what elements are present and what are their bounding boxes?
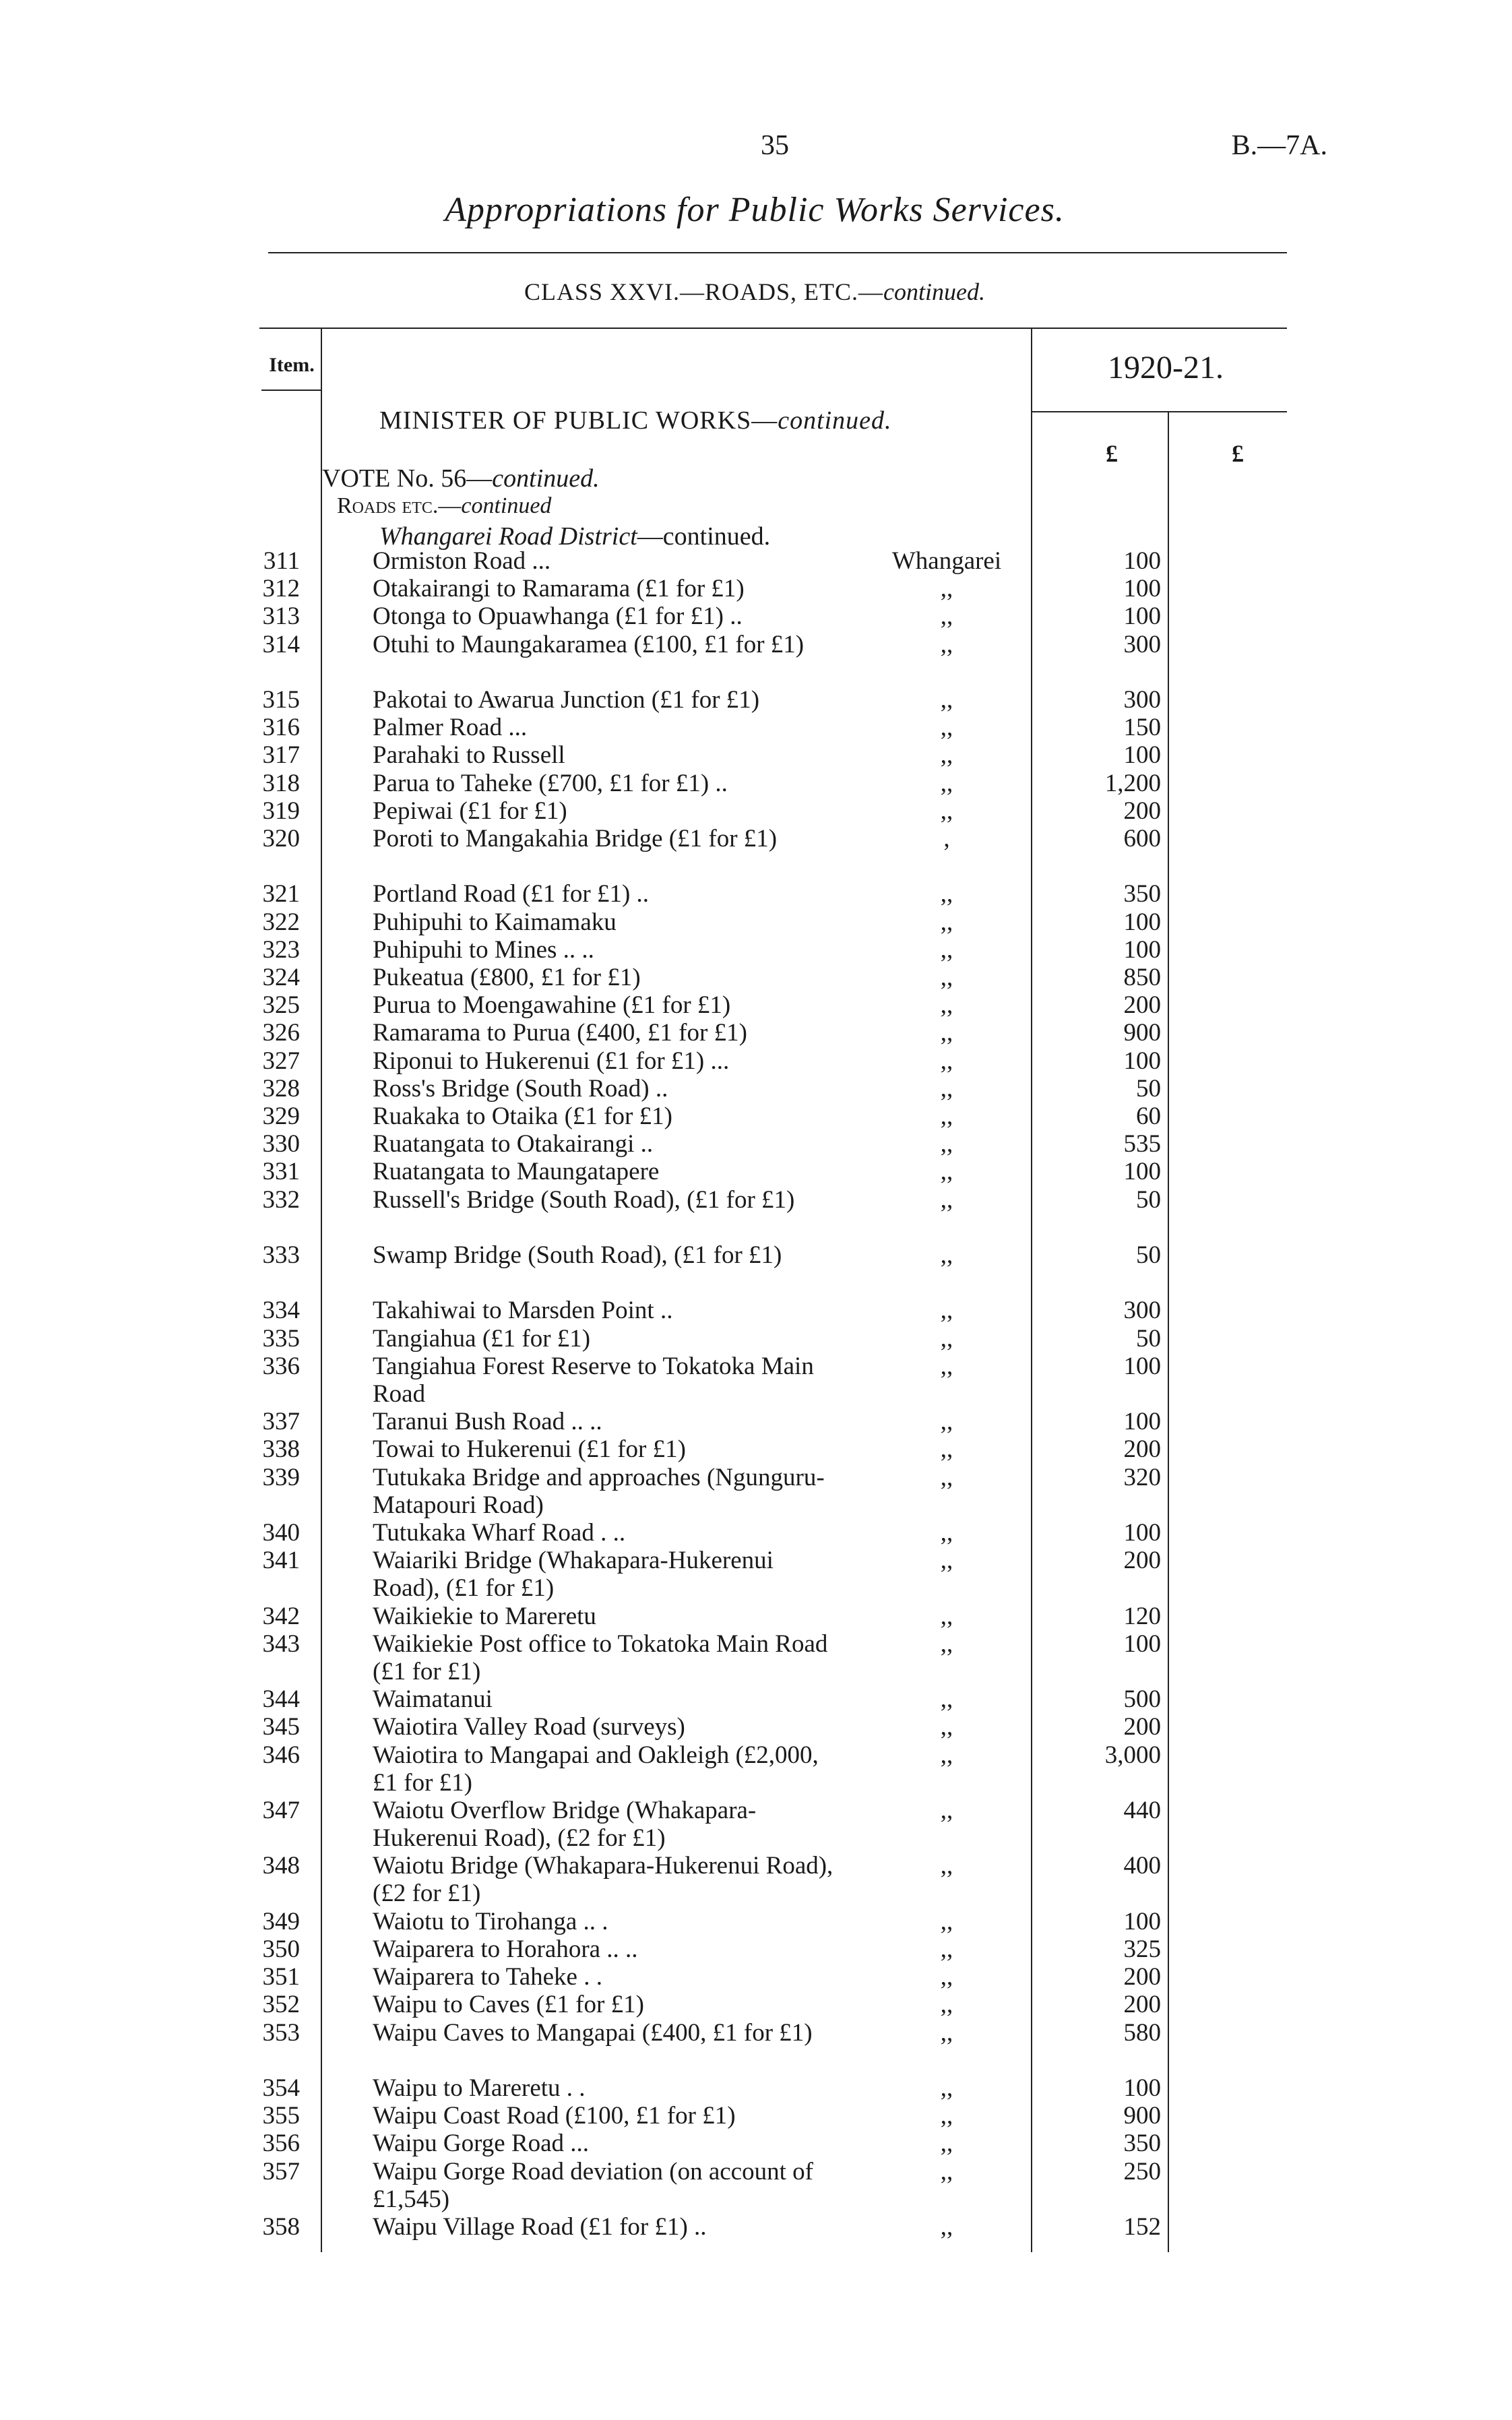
roads-heading-text: Roads etc.— xyxy=(337,493,462,518)
item-description: Tutukaka Wharf Road . .. xyxy=(373,1519,626,1547)
item-number: 324 xyxy=(262,964,300,991)
item-number: 311 xyxy=(263,547,300,575)
item-description: Puhipuhi to Kaimamaku xyxy=(373,908,617,936)
item-amount: 900 xyxy=(1123,1019,1161,1047)
item-amount: 120 xyxy=(1123,1602,1161,1630)
item-amount: 1,200 xyxy=(1104,769,1161,797)
item-amount: 3,000 xyxy=(1104,1741,1161,1769)
item-amount: 150 xyxy=(1123,714,1161,742)
vote-heading xyxy=(322,464,600,493)
item-district: ,, xyxy=(940,1297,953,1325)
item-amount: 535 xyxy=(1123,1130,1161,1158)
class-heading xyxy=(270,278,1240,306)
item-description: Waipu Caves to Mangapai (£400, £1 for £1) xyxy=(373,2018,813,2047)
item-district: ,, xyxy=(940,2130,953,2158)
item-amount: 200 xyxy=(1123,797,1161,825)
item-description: Waiotira Valley Road (surveys) xyxy=(373,1713,685,1741)
item-amount: 350 xyxy=(1123,2130,1161,2158)
item-number: 350 xyxy=(262,1935,300,1963)
item-district: ,, xyxy=(940,1602,953,1630)
item-amount: 100 xyxy=(1123,1352,1161,1380)
item-number: 348 xyxy=(262,1852,300,1880)
item-district: ,, xyxy=(940,1158,953,1186)
item-number: 327 xyxy=(262,1047,300,1075)
item-amount: 50 xyxy=(1136,1185,1161,1214)
item-district: ,, xyxy=(940,1713,953,1741)
item-amount: 100 xyxy=(1123,575,1161,603)
item-column-rule xyxy=(321,328,322,2252)
item-number: 358 xyxy=(262,2213,300,2241)
item-district: ,, xyxy=(940,964,953,991)
item-number: 339 xyxy=(262,1463,300,1491)
item-number: 341 xyxy=(262,1547,300,1575)
item-description: Waipu Gorge Road ... xyxy=(373,2130,590,2158)
page-title: Appropriations for Public Works Services. xyxy=(445,191,1065,229)
item-number: 335 xyxy=(262,1324,300,1353)
item-district: ,, xyxy=(940,880,953,908)
item-amount: 300 xyxy=(1123,1297,1161,1325)
item-amount: 100 xyxy=(1123,935,1161,964)
item-district: ,, xyxy=(940,1241,953,1269)
page-number: 35 xyxy=(761,130,789,161)
item-amount: 200 xyxy=(1123,1547,1161,1575)
item-district: ,, xyxy=(940,1741,953,1769)
item-description: Ramarama to Purua (£400, £1 for £1) xyxy=(373,1019,747,1047)
item-description: Poroti to Mangakahia Bridge (£1 for £1) xyxy=(373,825,778,852)
class-heading-text: CLASS XXVI.—ROADS, ETC.— xyxy=(524,278,884,305)
item-number: 314 xyxy=(262,630,300,658)
item-description: Pukeatua (£800, £1 for £1) xyxy=(373,964,641,991)
item-number: 342 xyxy=(262,1602,300,1630)
item-description: Waikiekie to Mareretu xyxy=(373,1602,596,1630)
item-amount: 200 xyxy=(1123,1435,1161,1464)
item-district: ,, xyxy=(940,797,953,825)
item-number: 354 xyxy=(262,2074,300,2102)
item-number: 344 xyxy=(262,1685,300,1714)
item-number: 345 xyxy=(262,1713,300,1741)
item-description: Waiparera to Horahora .. .. xyxy=(373,1935,638,1963)
amount-column-rule-mid xyxy=(1168,412,1169,2252)
item-district: , xyxy=(943,825,950,852)
item-column-header: Item. xyxy=(269,354,315,376)
item-district: ,, xyxy=(940,935,953,964)
item-number: 322 xyxy=(262,908,300,936)
item-number: 355 xyxy=(262,2102,300,2130)
item-district: ,, xyxy=(940,1991,953,2019)
item-description: Takahiwai to Marsden Point .. xyxy=(373,1297,673,1325)
item-district: ,, xyxy=(940,741,953,770)
item-amount: 320 xyxy=(1123,1463,1161,1491)
item-description: Otonga to Opuawhanga (£1 for £1) .. xyxy=(373,602,743,631)
item-number: 312 xyxy=(262,575,300,603)
pound-sign-col1: £ xyxy=(1106,440,1118,467)
item-district: ,, xyxy=(940,991,953,1020)
item-description: Waiotu Overflow Bridge (Whakapara-Hukerenui Road), (£2 for £1) xyxy=(373,1797,757,1852)
item-description: Otuhi to Maungakaramea (£100, £1 for £1) xyxy=(373,630,805,658)
item-district: ,, xyxy=(940,2213,953,2241)
item-district: ,, xyxy=(940,575,953,603)
item-number: 332 xyxy=(262,1185,300,1214)
item-number: 336 xyxy=(262,1352,300,1380)
item-description: Otakairangi to Ramarama (£1 for £1) xyxy=(373,575,745,603)
item-description: Riponui to Hukerenui (£1 for £1) ... xyxy=(373,1047,730,1075)
item-amount: 100 xyxy=(1123,1630,1161,1658)
item-number: 352 xyxy=(262,1991,300,2019)
item-district: ,, xyxy=(940,1519,953,1547)
item-amount: 200 xyxy=(1123,1963,1161,1991)
item-number: 337 xyxy=(262,1408,300,1436)
item-district: ,, xyxy=(940,1435,953,1464)
item-amount: 200 xyxy=(1123,1991,1161,2019)
item-description: Waipu to Caves (£1 for £1) xyxy=(373,1991,644,2019)
item-district: ,, xyxy=(940,1074,953,1103)
item-number: 340 xyxy=(262,1519,300,1547)
item-amount: 400 xyxy=(1123,1852,1161,1880)
minister-heading-continued: continued. xyxy=(778,406,892,435)
item-number: 325 xyxy=(262,991,300,1020)
item-amount: 100 xyxy=(1123,1907,1161,1935)
item-description: Waipu Gorge Road deviation (on account of £1,545) xyxy=(373,2157,813,2213)
item-number: 320 xyxy=(262,825,300,852)
item-amount: 100 xyxy=(1123,741,1161,770)
item-number: 353 xyxy=(262,2018,300,2047)
item-district: ,, xyxy=(940,1852,953,1880)
item-description: Tutukaka Bridge and approaches (Ngunguru-Matapouri Road) xyxy=(373,1463,825,1519)
district-heading-continued: —continued. xyxy=(637,522,771,551)
item-number: 330 xyxy=(262,1130,300,1158)
item-description: Pepiwai (£1 for £1) xyxy=(373,797,567,825)
item-number: 319 xyxy=(262,797,300,825)
item-district: ,, xyxy=(940,2018,953,2047)
item-amount: 100 xyxy=(1123,1158,1161,1186)
item-amount: 100 xyxy=(1123,1519,1161,1547)
item-description: Puhipuhi to Mines .. .. xyxy=(373,935,594,964)
item-district: ,, xyxy=(940,1547,953,1575)
roads-heading xyxy=(337,493,551,519)
item-number: 328 xyxy=(262,1074,300,1103)
item-amount: 600 xyxy=(1123,825,1161,852)
item-description: Swamp Bridge (South Road), (£1 for £1) xyxy=(373,1241,782,1269)
item-description: Waiotu to Tirohanga .. . xyxy=(373,1907,608,1935)
item-description: Ruatangata to Otakairangi .. xyxy=(373,1130,654,1158)
item-amount: 100 xyxy=(1123,602,1161,631)
item-district: ,, xyxy=(940,1352,953,1380)
item-amount: 200 xyxy=(1123,1713,1161,1741)
item-description: Waiotu Bridge (Whakapara-Hukerenui Road), (£2 for £1) xyxy=(373,1852,833,1908)
item-description: Parahaki to Russell xyxy=(373,741,565,770)
item-district: ,, xyxy=(940,1103,953,1130)
table-top-rule xyxy=(259,328,1287,329)
item-description: Ormiston Road ... xyxy=(373,547,551,575)
class-heading-continued: continued. xyxy=(883,278,985,305)
item-number: 338 xyxy=(262,1435,300,1464)
item-amount: 100 xyxy=(1123,1047,1161,1075)
item-number: 334 xyxy=(262,1297,300,1325)
item-description: Ruatangata to Maungatapere xyxy=(373,1158,660,1186)
item-number: 326 xyxy=(262,1019,300,1047)
item-amount: 325 xyxy=(1123,1935,1161,1963)
item-description: Waipu to Mareretu . . xyxy=(373,2074,586,2102)
item-number: 316 xyxy=(262,714,300,742)
title-rule xyxy=(268,252,1287,253)
item-amount: 100 xyxy=(1123,547,1161,575)
item-description: Waikiekie Post office to Tokatoka Main Road (£1 for £1) xyxy=(373,1630,828,1685)
item-amount: 50 xyxy=(1136,1324,1161,1353)
item-description: Towai to Hukerenui (£1 for £1) xyxy=(373,1435,686,1464)
item-district: ,, xyxy=(940,714,953,742)
vote-heading-text: VOTE No. 56— xyxy=(322,464,493,493)
item-description: Waiariki Bridge (Whakapara-Hukerenui Road), (£1 for £1) xyxy=(373,1547,774,1603)
item-amount: 300 xyxy=(1123,686,1161,714)
item-description: Taranui Bush Road .. .. xyxy=(373,1408,602,1436)
vote-heading-continued: continued. xyxy=(492,464,600,493)
item-number: 346 xyxy=(262,1741,300,1769)
item-number: 343 xyxy=(262,1630,300,1658)
item-description: Russell's Bridge (South Road), (£1 for £1) xyxy=(373,1185,795,1214)
item-district: ,, xyxy=(940,630,953,658)
item-district: ,, xyxy=(940,1130,953,1158)
item-description: Purua to Moengawahine (£1 for £1) xyxy=(373,991,731,1020)
item-district: ,, xyxy=(940,1324,953,1353)
item-description: Waipu Coast Road (£100, £1 for £1) xyxy=(373,2102,736,2130)
item-district: ,, xyxy=(940,1185,953,1214)
item-district: ,, xyxy=(940,2102,953,2130)
item-description: Pakotai to Awarua Junction (£1 for £1) xyxy=(373,686,760,714)
item-district: ,, xyxy=(940,1907,953,1935)
item-amount: 60 xyxy=(1136,1103,1161,1130)
item-description: Portland Road (£1 for £1) .. xyxy=(373,880,650,908)
item-number: 315 xyxy=(262,686,300,714)
item-district: ,, xyxy=(940,908,953,936)
pound-sign-col2: £ xyxy=(1232,440,1244,467)
item-district: ,, xyxy=(940,602,953,631)
district-heading-name: Whangarei Road District xyxy=(379,522,637,551)
item-description: Tangiahua Forest Reserve to Tokatoka Main Road xyxy=(373,1352,814,1408)
item-amount: 100 xyxy=(1123,2074,1161,2102)
item-description: Tangiahua (£1 for £1) xyxy=(373,1324,591,1353)
item-header-underline xyxy=(261,390,321,391)
item-number: 347 xyxy=(262,1797,300,1824)
item-district: ,, xyxy=(940,2074,953,2102)
item-amount: 50 xyxy=(1136,1074,1161,1103)
year-header-underline xyxy=(1031,411,1287,412)
item-district: ,, xyxy=(940,1047,953,1075)
amount-column-rule-left xyxy=(1031,328,1032,2252)
item-description: Waimatanui xyxy=(373,1685,493,1714)
item-district: ,, xyxy=(940,1963,953,1991)
item-number: 329 xyxy=(262,1103,300,1130)
item-amount: 152 xyxy=(1123,2213,1161,2241)
item-number: 313 xyxy=(262,602,300,631)
item-description: Waipu Village Road (£1 for £1) .. xyxy=(373,2213,707,2241)
year-column-header: 1920-21. xyxy=(1108,350,1224,385)
item-amount: 300 xyxy=(1123,630,1161,658)
item-description: Ross's Bridge (South Road) .. xyxy=(373,1074,668,1103)
document-reference: B.—7A. xyxy=(1231,130,1327,161)
item-description: Waiotira to Mangapai and Oakleigh (£2,000, £1 for £1) xyxy=(373,1741,819,1797)
item-number: 357 xyxy=(262,2157,300,2185)
item-number: 321 xyxy=(262,880,300,908)
item-number: 317 xyxy=(262,741,300,770)
item-district: Whangarei xyxy=(891,547,1002,575)
item-number: 323 xyxy=(262,935,300,964)
item-district: ,, xyxy=(940,1630,953,1658)
item-amount: 350 xyxy=(1123,880,1161,908)
item-description: Waiparera to Taheke . . xyxy=(373,1963,602,1991)
item-amount: 900 xyxy=(1123,2102,1161,2130)
item-amount: 100 xyxy=(1123,908,1161,936)
minister-heading xyxy=(379,406,892,435)
item-amount: 200 xyxy=(1123,991,1161,1020)
item-number: 349 xyxy=(262,1907,300,1935)
item-number: 331 xyxy=(262,1158,300,1186)
item-amount: 440 xyxy=(1123,1797,1161,1824)
item-amount: 850 xyxy=(1123,964,1161,991)
item-number: 351 xyxy=(262,1963,300,1991)
roads-heading-continued: continued xyxy=(461,493,552,518)
item-description: Ruakaka to Otaika (£1 for £1) xyxy=(373,1103,672,1130)
item-number: 333 xyxy=(262,1241,300,1269)
item-amount: 250 xyxy=(1123,2157,1161,2185)
item-district: ,, xyxy=(940,1935,953,1963)
item-district: ,, xyxy=(940,769,953,797)
item-amount: 500 xyxy=(1123,1685,1161,1714)
item-number: 318 xyxy=(262,769,300,797)
item-district: ,, xyxy=(940,1463,953,1491)
item-district: ,, xyxy=(940,1019,953,1047)
item-district: ,, xyxy=(940,686,953,714)
item-description: Palmer Road ... xyxy=(373,714,528,742)
item-number: 356 xyxy=(262,2130,300,2158)
item-district: ,, xyxy=(940,2157,953,2185)
item-district: ,, xyxy=(940,1797,953,1824)
item-district: ,, xyxy=(940,1408,953,1436)
item-amount: 50 xyxy=(1136,1241,1161,1269)
item-amount: 580 xyxy=(1123,2018,1161,2047)
minister-heading-text: MINISTER OF PUBLIC WORKS— xyxy=(379,406,778,435)
item-amount: 100 xyxy=(1123,1408,1161,1436)
item-district: ,, xyxy=(940,1685,953,1714)
item-description: Parua to Taheke (£700, £1 for £1) .. xyxy=(373,769,728,797)
